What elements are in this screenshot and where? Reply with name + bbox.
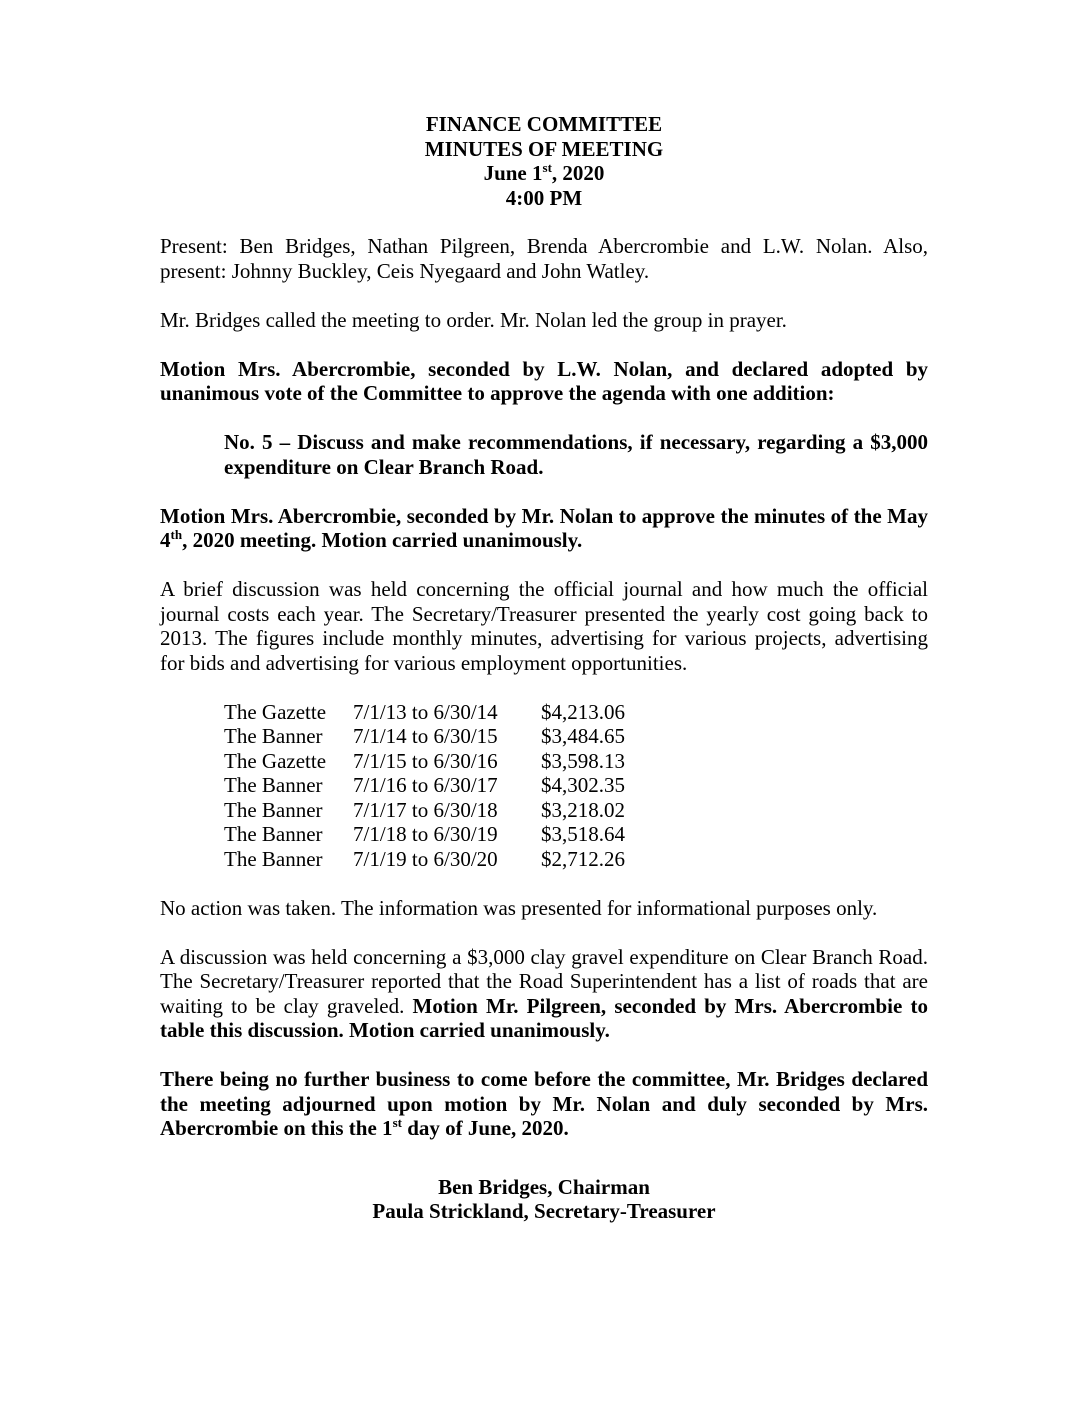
table-row	[224, 700, 661, 725]
gravel-discussion-text: A discussion was held concerning a $3,000 clay gravel expenditure on Clear Branch Road. The Secretary/Treasurer reported that the Road Superintendent has a list of roads that are waiting to be clay graveled.	[160, 944, 928, 1018]
table-row	[224, 773, 661, 798]
call-to-order-paragraph: Mr. Bridges called the meeting to order. Mr. Nolan led the group in prayer.	[160, 307, 787, 332]
period-cell: 7/1/19 to 6/30/20	[353, 846, 498, 871]
publication-cell: The Gazette	[224, 748, 327, 773]
committee-title: FINANCE COMMITTEE	[425, 112, 663, 136]
adjournment-date-suffix: st	[392, 1115, 402, 1130]
document-title: MINUTES OF MEETING	[424, 136, 664, 161]
document-header	[160, 112, 928, 210]
meeting-date-main: June 1	[483, 161, 543, 185]
publication-cell: The Banner	[224, 773, 323, 797]
amount-cell: $4,302.35	[541, 773, 625, 797]
period-cell: 7/1/18 to 6/30/19	[353, 822, 498, 846]
agenda-addition-item: No. 5 – Discuss and make recommendations, if necessary, regarding a $3,000 expenditure on Clear Branch Road.	[224, 430, 928, 479]
amount-cell: $3,598.13	[541, 748, 625, 773]
meeting-time: 4:00 PM	[505, 185, 583, 210]
gravel-discussion-paragraph	[160, 945, 928, 1043]
publication-cell: The Banner	[224, 822, 323, 846]
amount-cell: $3,218.02	[541, 797, 625, 822]
amount-cell: $4,213.06	[541, 699, 625, 724]
table-row	[224, 749, 661, 774]
chairman-signature: Ben Bridges, Chairman	[438, 1174, 650, 1199]
amount-cell: $3,518.64	[541, 822, 625, 846]
period-cell: 7/1/16 to 6/30/17	[353, 773, 498, 797]
table-row	[224, 822, 661, 847]
adjournment-paragraph	[160, 1067, 928, 1141]
secretary-signature: Paula Strickland, Secretary-Treasurer	[372, 1199, 716, 1223]
minutes-document	[160, 112, 928, 1224]
minutes-motion-text: Motion Mrs. Abercrombie, seconded by Mr. Nolan to approve the minutes of the May 4	[160, 503, 928, 552]
attendance-paragraph: Present: Ben Bridges, Nathan Pilgreen, Brenda Abercrombie and L.W. Nolan. Also, present: Johnny Buckley, Ceis Nyegaard and John Watley.	[160, 234, 928, 283]
publication-cell: The Banner	[224, 846, 323, 871]
meeting-date-year: , 2020	[551, 161, 605, 185]
meeting-date	[160, 161, 928, 186]
table-row	[224, 724, 661, 749]
journal-discussion-paragraph: A brief discussion was held concerning the official journal and how much the official journal costs each year. The Secretary/Treasurer presented the yearly cost going back to 2013. The figures include monthly minutes, advertising for various projects, advertising for bids and advertising for various employment opportunities.	[160, 577, 928, 675]
minutes-motion-paragraph	[160, 504, 928, 553]
period-cell: 7/1/15 to 6/30/16	[353, 748, 498, 773]
publication-cell: The Gazette	[224, 699, 327, 724]
amount-cell: $3,484.65	[541, 724, 625, 748]
table-row	[224, 847, 661, 872]
adjournment-text-end: day of June, 2020.	[401, 1116, 569, 1140]
minutes-motion-suffix: th	[170, 527, 183, 542]
period-cell: 7/1/17 to 6/30/18	[353, 797, 498, 822]
agenda-motion-paragraph: Motion Mrs. Abercrombie, seconded by L.W. Nolan, and declared adopted by unanimous vote of the Committee to approve the agenda with one addition:	[160, 356, 928, 405]
adjournment-text: There being no further business to come before the committee, Mr. Bridges declared the meeting adjourned upon motion by Mr. Nolan and duly seconded by Mrs. Abercrombie on this the 1	[160, 1067, 928, 1140]
period-cell: 7/1/14 to 6/30/15	[353, 724, 498, 748]
table-row	[224, 798, 661, 823]
publication-cell: The Banner	[224, 797, 323, 822]
amount-cell: $2,712.26	[541, 846, 625, 871]
signature-block	[160, 1175, 928, 1224]
no-action-paragraph: No action was taken. The information was presented for informational purposes only.	[160, 895, 878, 920]
journal-cost-table	[224, 700, 661, 872]
period-cell: 7/1/13 to 6/30/14	[353, 699, 498, 724]
gravel-motion-text: Motion Mr. Pilgreen, seconded by Mrs. Abercrombie to table this discussion. Motion carried unanimously.	[160, 993, 928, 1042]
minutes-motion-text-end: , 2020 meeting. Motion carried unanimously.	[182, 528, 583, 552]
meeting-date-suffix: st	[542, 160, 552, 175]
publication-cell: The Banner	[224, 724, 323, 748]
